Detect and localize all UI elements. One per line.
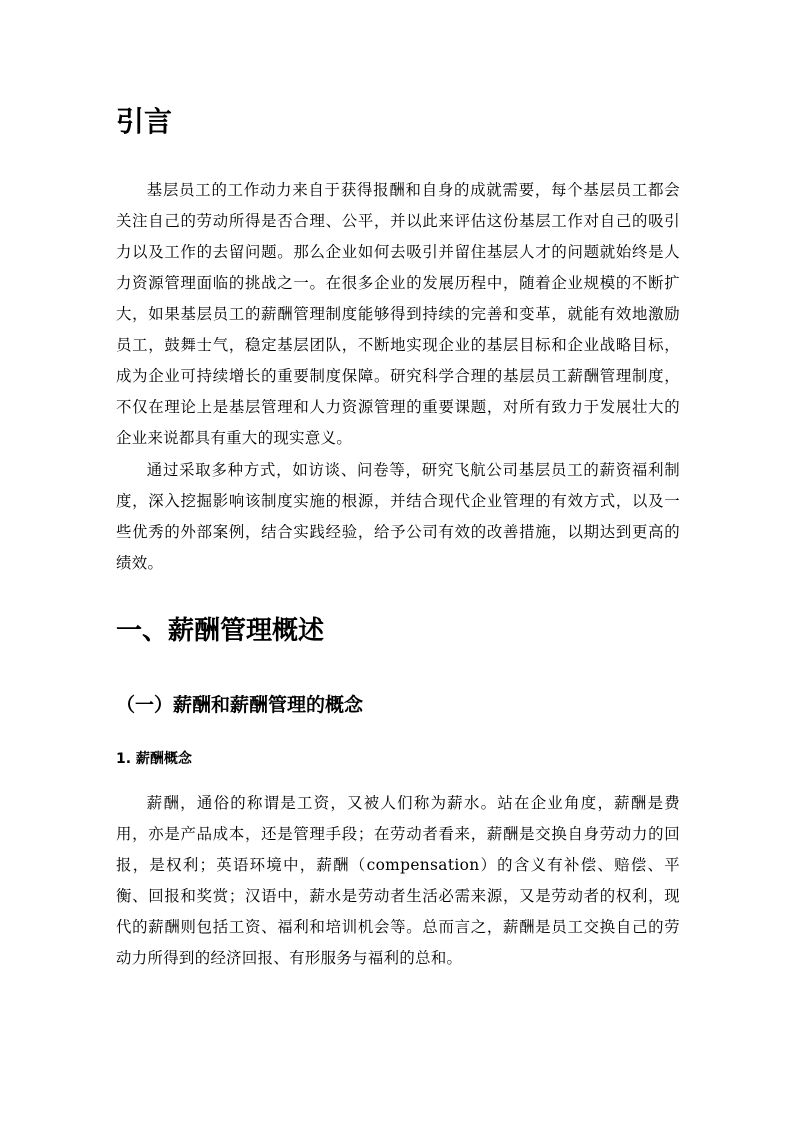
section-1-heading: 一、薪酬管理概述 <box>116 616 325 646</box>
subsection-1-heading: （一）薪酬和薪酬管理的概念 <box>116 694 364 716</box>
intro-paragraph-1: 基层员工的工作动力来自于获得报酬和自身的成就需要，每个基层员工都会关注自己的劳动所得是否合理、公平，并以此来评估这份基层工作对自己的吸引力以及工作的去留问题。那么企业如何去吸引并留住基层人才的问题就始终是人力资源管理面临的挑战之一。在很多企业的发展历程中，随着企业规模的不断扩大，如果基层员工的薪酬管理制度能够得到持续的完善和变革，就能有效地激励员工，鼓舞士气，稳定基层团队，不断地实现企业的基层目标和企业战略目标，成为企业可持续增长的重要制度保障。研究科学合理的基层员工薪酬管理制度，不仅在理论上是基层管理和人力资源管理的重要课题，对所有致力于发展壮大的企业来说都具有重大的现实意义。 <box>116 181 680 447</box>
compensation-concept-paragraph: 薪酬，通俗的称谓是工资，又被人们称为薪水。站在企业角度，薪酬是费用，亦是产品成本，还是管理手段；在劳动者看来，薪酬是交换自身劳动力的回报，是权利；英语环境中，薪酬（compensation）的含义有补偿、赔偿、平衡、回报和奖赏；汉语中，薪水是劳动者生活必需来源，又是劳动者的权利，现代的薪酬则包括工资、福利和培训机会等。总而言之，薪酬是员工交换自己的劳动力所得到的经济回报、有形服务与福利的总和。 <box>116 794 680 967</box>
intro-paragraph-2: 通过采取多种方式，如访谈、问卷等，研究飞航公司基层员工的薪资福利制度，深入挖掘影响该制度实施的根源，并结合现代企业管理的有效方式，以及一些优秀的外部案例，结合实践经验，给予公司有效的改善措施，以期达到更高的绩效。 <box>116 461 680 572</box>
item-1-heading: 1. 薪酬概念 <box>116 751 192 767</box>
intro-heading: 引言 <box>116 105 173 138</box>
